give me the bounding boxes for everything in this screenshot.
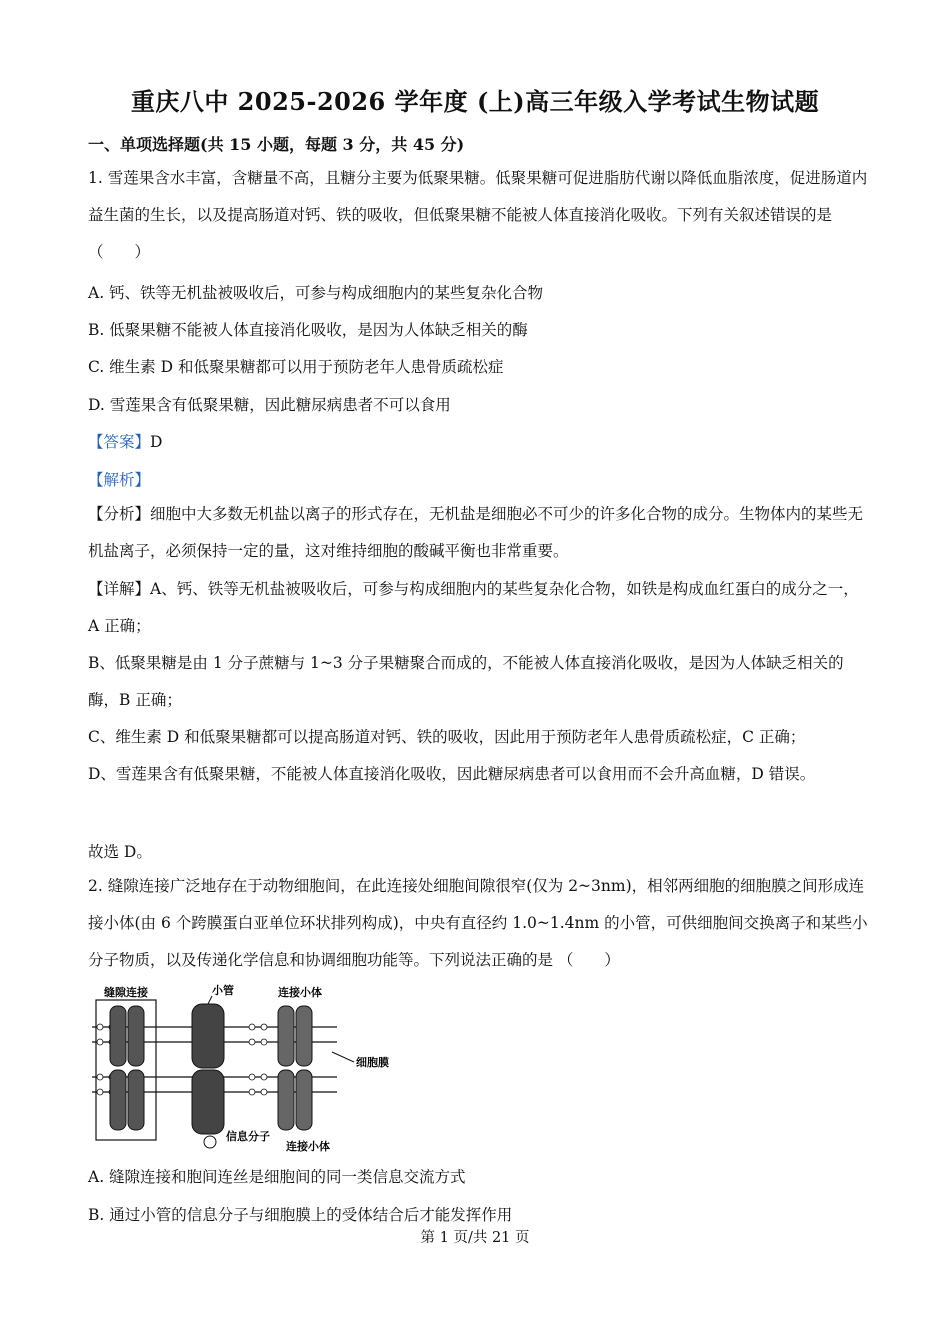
label-connexon-bottom: 连接小体 (286, 1140, 330, 1152)
label-signal: 信息分子 (226, 1130, 270, 1143)
detail-label: 【详解】 (88, 580, 151, 598)
label-gap-junction: 缝隙连接 (104, 986, 148, 999)
exam-title: 重庆八中 2025-2026 学年度 (上)高三年级入学考试生物试题 (130, 87, 820, 116)
q1-option-a: A. 钙、铁等无机盐被吸收后，可参与构成细胞内的某些复杂化合物 (88, 284, 544, 302)
label-membrane: 细胞膜 (356, 1056, 389, 1069)
analysis-label: 【解析】 (88, 471, 151, 489)
question-2-stem: 2. 缝隙连接广泛地存在于动物细胞间，在此连接处细胞间隙很窄(仅为 2~3nm)，相邻两细胞的细胞膜之间形成连接小体(由 6 个跨膜蛋白亚单位环状排列构成)，中央有直径约 1.0~1.4nm 的小管，可供细胞间交换离子和某些小分子物质，以及传递化学信息和协调细胞功能等。下列说法正确的是 （ ） (88, 877, 868, 969)
answer-value: D (150, 433, 163, 451)
q1-option-c: C. 维生素 D 和低聚果糖都可以用于预防老年人患骨质疏松症 (88, 358, 504, 376)
section-heading: 一、单项选择题(共 15 小题，每题 3 分，共 45 分) (88, 135, 465, 154)
q1-option-d: D. 雪莲果含有低聚果糖，因此糖尿病患者不可以食用 (88, 396, 451, 414)
connexon-left (110, 1006, 144, 1130)
membrane-pointer (332, 1052, 354, 1062)
question-1-stem: 1. 雪莲果含水丰富，含糖量不高，且糖分主要为低聚果糖。低聚果糖可促进脂肪代谢以降低血脂浓度，促进肠道内益生菌的生长，以及提高肠道对钙、铁的吸收，但低聚果糖不能被人体直接消化吸收。下列有关叙述错误的是（ ） (88, 169, 868, 261)
gap-junction-figure (92, 982, 412, 1152)
q1-detail-b: B、低聚果糖是由 1 分子蔗糖与 1~3 分子果糖聚合而成的，不能被人体直接消化吸收，是因为人体缺乏相关的酶，B 正确； (88, 654, 844, 709)
q1-fenxi (88, 496, 868, 570)
q2-option-a: A. 缝隙连接和胞间连丝是细胞间的同一类信息交流方式 (88, 1168, 466, 1186)
label-connexon-top: 连接小体 (278, 986, 322, 999)
q1-option-b: B. 低聚果糖不能被人体直接消化吸收，是因为人体缺乏相关的酶 (88, 321, 528, 339)
connexon-right (278, 1006, 312, 1130)
answer-label: 【答案】 (88, 433, 151, 451)
signal-molecule-icon (204, 1136, 216, 1148)
q2-option-b: B. 通过小管的信息分子与细胞膜上的受体结合后才能发挥作用 (88, 1206, 513, 1224)
tube-pointer (208, 996, 212, 1004)
detail-a-text: A、钙、铁等无机盐被吸收后，可参与构成细胞内的某些复杂化合物，如铁是构成血红蛋白的成分之一，A 正确； (88, 580, 859, 635)
q1-answer (88, 430, 162, 452)
label-tube: 小管 (212, 984, 234, 997)
q1-detail-d: D、雪莲果含有低聚果糖，不能被人体直接消化吸收，因此糖尿病患者可以食用而不会升高血糖，D 错误。 (88, 765, 816, 783)
q1-detail-c: C、维生素 D 和低聚果糖都可以提高肠道对钙、铁的吸收，因此用于预防老年人患骨质疏松症，C 正确； (88, 728, 806, 746)
page-footer: 第 1 页/共 21 页 (420, 1230, 530, 1246)
q1-detail-a (88, 571, 868, 645)
connexon-middle (192, 1004, 224, 1134)
q1-conclusion: 故选 D。 (88, 843, 152, 861)
fenxi-text: 细胞中大多数无机盐以离子的形式存在，无机盐是细胞必不可少的许多化合物的成分。生物体内的某些无机盐离子，必须保持一定的量，这对维持细胞的酸碱平衡也非常重要。 (88, 505, 864, 560)
fenxi-label: 【分析】 (88, 505, 151, 523)
